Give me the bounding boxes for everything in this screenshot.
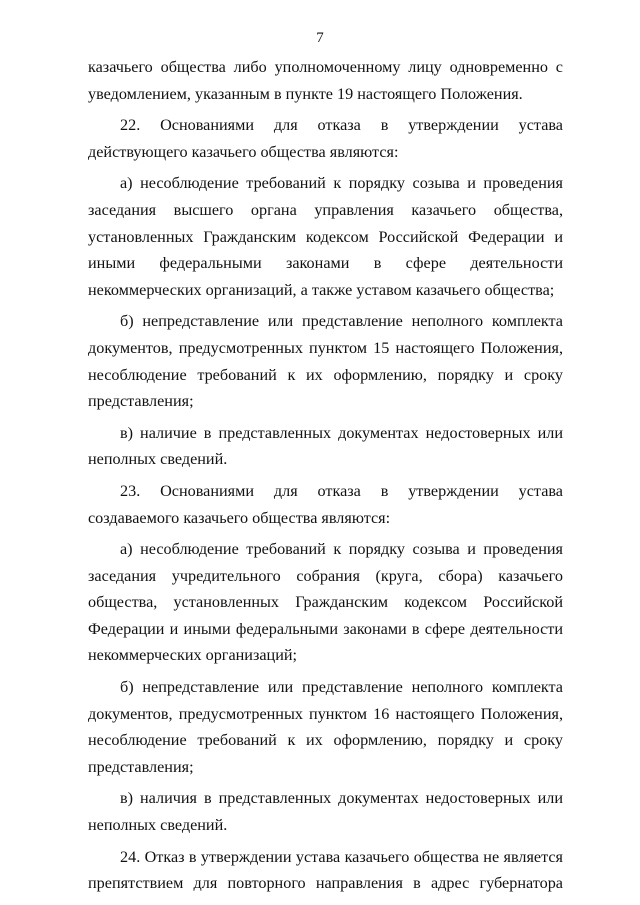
paragraph-22-v: в) наличие в представленных документах недостоверных или неполных сведений. [88,423,563,469]
page-number: 7 [316,30,324,46]
paragraph-continuation: казачьего общества либо уполномоченному лицу одновременно с уведомлением, указанным в пункте 19 настоящего Положения. [88,58,563,103]
paragraph-23-v: в) наличия в представленных документах недостоверных или неполных сведений. [88,789,563,835]
paragraph-23-b: б) непредставление или представление неполного комплекта документов, предусмотренных пунктом 16 настоящего Положения, несоблюдение требований к их оформлению, порядку и сроку представления; [88,678,563,776]
paragraph-22-a: а) несоблюдение требований к порядку созыва и проведения заседания высшего органа управления казачьего общества, установленных Гражданским кодексом Российской Федерации и иными федеральными законами в сфере деятельности некоммерческих организаций, а также уставом казачьего общества; [88,174,563,299]
paragraph-22: 22. Основаниями для отказа в утверждении устава действующего казачьего общества являются: [88,116,563,161]
document-body [88,54,563,902]
paragraph-23: 23. Основаниями для отказа в утверждении устава создаваемого казачьего общества являются: [88,481,563,527]
paragraph-24: 24. Отказ в утверждении устава казачьего общества не является препятствием для повторного направления в адрес губернатора [88,847,563,893]
paragraph-23-a: а) несоблюдение требований к порядку созыва и проведения заседания учредительного собрания (круга, сбора) казачьего общества, установленных Гражданским кодексом Российской Федерации и иными федеральными законами в сфере деятельности некоммерческих организаций; [88,540,563,665]
paragraph-22-b: б) непредставление или представление неполного комплекта документов, предусмотренных пунктом 15 настоящего Положения, несоблюдение требований к их оформлению, порядку и сроку представления; [88,312,563,411]
